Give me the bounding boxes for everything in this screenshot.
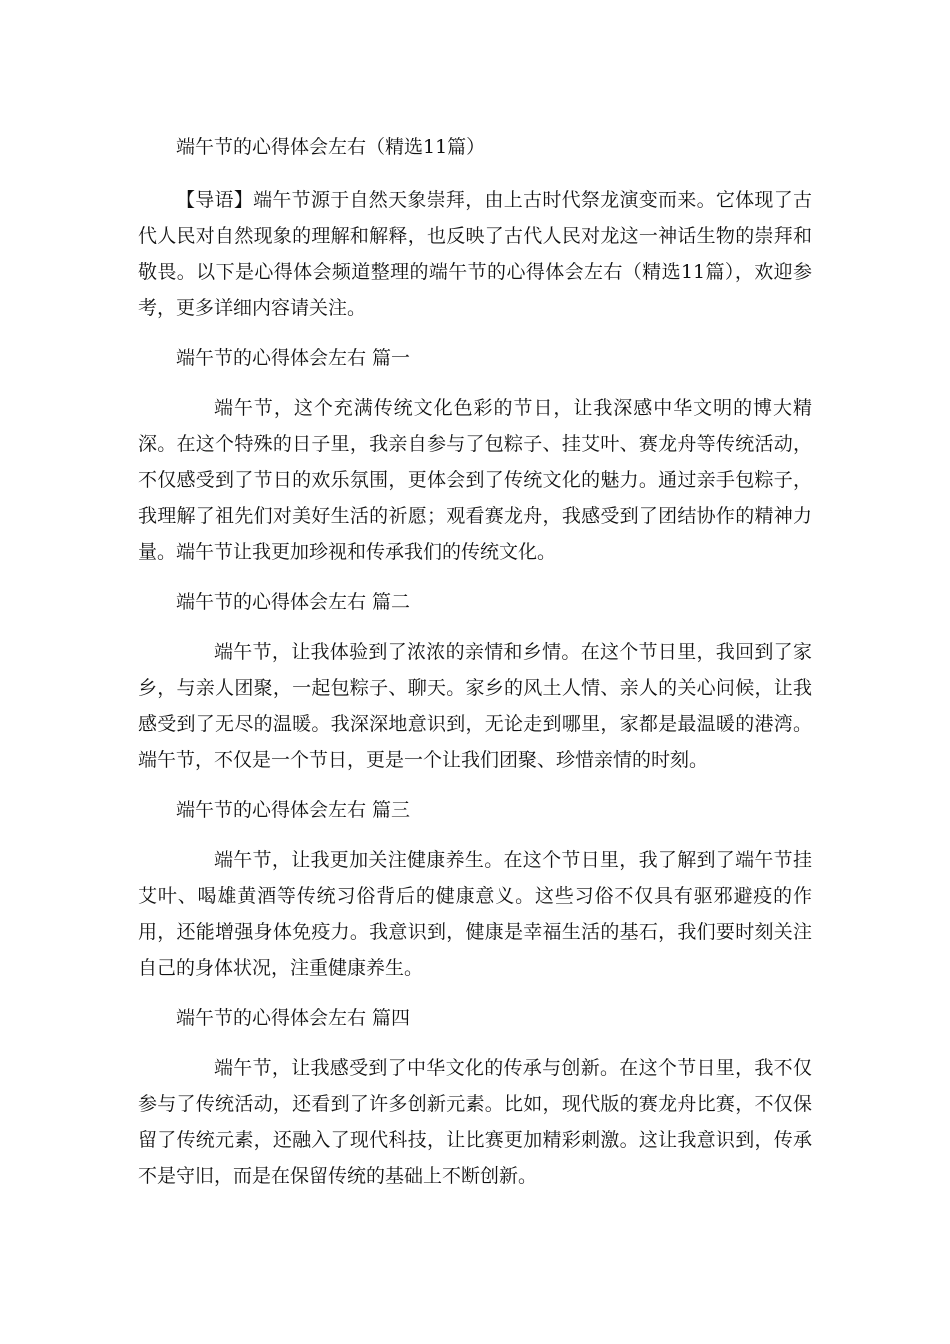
section-body: 端午节，这个充满传统文化色彩的节日，让我深感中华文明的博大精深。在这个特殊的日子里，我亲自参与了包粽子、挂艾叶、赛龙舟等传统活动，不仅感受到了节日的欢乐氛围，更体会到了传统文化的魅力。通过亲手包粽子，我理解了祖先们对美好生活的祈愿；观看赛龙舟，我感受到了团结协作的精神力量。端午节让我更加珍视和传承我们的传统文化。 xyxy=(138,397,812,563)
section-2 xyxy=(138,584,812,778)
section-body: 端午节，让我感受到了中华文化的传承与创新。在这个节日里，我不仅参与了传统活动，还看到了许多创新元素。比如，现代版的赛龙舟比赛，不仅保留了传统元素，还融入了现代科技，让比赛更加精彩刺激。这让我意识到，传承不是守旧，而是在保留传统的基础上不断创新。 xyxy=(138,1057,812,1187)
document-page xyxy=(138,128,812,1208)
section-heading: 端午节的心得体会左右 篇三 xyxy=(176,799,411,821)
section-3 xyxy=(138,792,812,986)
section-body: 端午节，让我体验到了浓浓的亲情和乡情。在这个节日里，我回到了家乡，与亲人团聚，一起包粽子、聊天。家乡的风土人情、亲人的关心问候，让我感受到了无尽的温暖。我深深地意识到，无论走到哪里，家都是最温暖的港湾。端午节，不仅是一个节日，更是一个让我们团聚、珍惜亲情的时刻。 xyxy=(138,641,812,771)
section-heading: 端午节的心得体会左右 篇四 xyxy=(176,1007,411,1029)
section-heading: 端午节的心得体会左右 篇二 xyxy=(176,591,411,613)
document-title: 端午节的心得体会左右（精选11篇） xyxy=(176,136,486,158)
section-1 xyxy=(138,340,812,570)
intro-paragraph: 【导语】端午节源于自然天象崇拜，由上古时代祭龙演变而来。它体现了古代人民对自然现象的理解和解释，也反映了古代人民对龙这一神话生物的崇拜和敬畏。以下是心得体会频道整理的端午节的心得体会左右（精选11篇），欢迎参考，更多详细内容请关注。 xyxy=(138,189,812,319)
section-body: 端午节，让我更加关注健康养生。在这个节日里，我了解到了端午节挂艾叶、喝雄黄酒等传统习俗背后的健康意义。这些习俗不仅具有驱邪避疫的作用，还能增强身体免疫力。我意识到，健康是幸福生活的基石，我们要时刻关注自己的身体状况，注重健康养生。 xyxy=(138,849,812,979)
section-4 xyxy=(138,1000,812,1194)
section-heading: 端午节的心得体会左右 篇一 xyxy=(176,347,411,369)
